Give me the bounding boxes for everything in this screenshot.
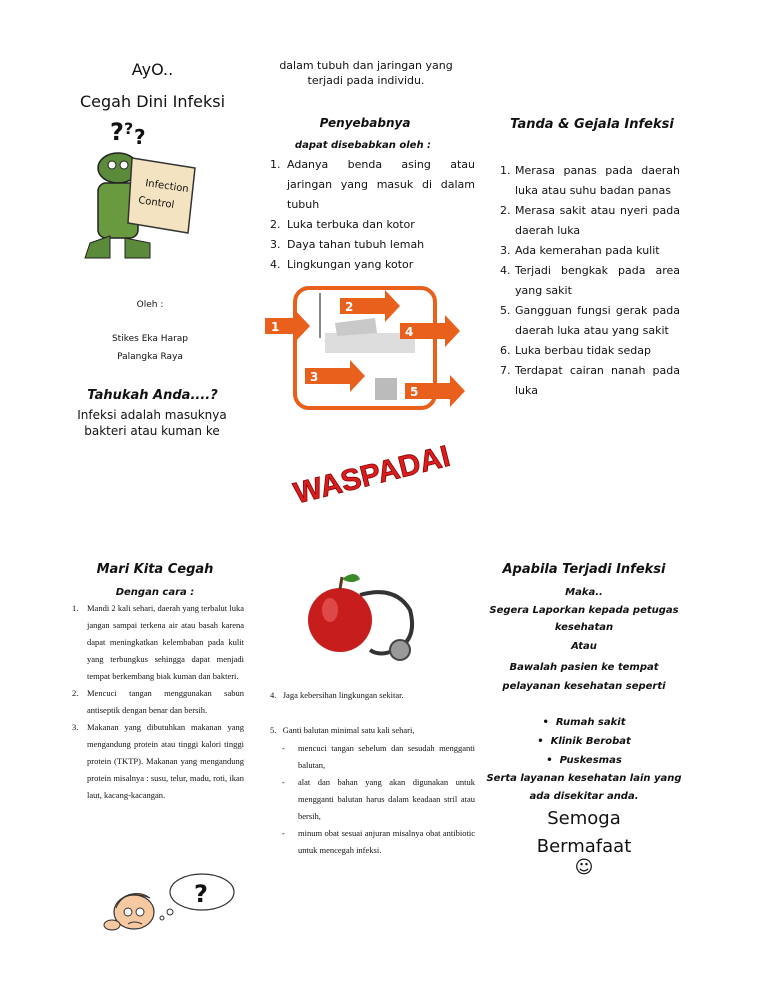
did-you-know-heading: Tahukah Anda....? — [87, 388, 218, 403]
apple-stethoscope-illustration — [300, 565, 430, 665]
list-item: 2. Mencuci tangan menggunakan sabun antiseptik dengan benar dan bersih. — [72, 688, 244, 715]
then-text: Maka.. — [565, 587, 603, 598]
list-item: 2. Luka terbuka dan kotor — [270, 218, 415, 231]
prevention-heading: Mari Kita Cegah — [96, 562, 214, 577]
list-item: 1. Adanya benda asing atau jaringan yang masuk di dalam tubuh — [270, 158, 475, 211]
svg-text:?: ? — [134, 125, 146, 149]
greeting-text: AyO.. — [131, 60, 174, 79]
svg-text:?: ? — [194, 880, 208, 908]
prevention-item-4: 4. Jaga kebersihan lingkungan sekitar. — [270, 690, 404, 700]
list-item: 2. Merasa sakit atau nyeri pada daerah luka — [500, 204, 680, 237]
author-city: Palangka Raya — [117, 352, 183, 362]
svg-text:1: 1 — [271, 320, 280, 334]
svg-text:2: 2 — [345, 300, 354, 314]
causes-subheading: dapat disebabkan oleh : — [294, 140, 432, 151]
hand-hygiene-moments-diagram — [265, 278, 467, 423]
list-item: 3. Makanan yang dibutuhkan makanan yang mengandung protein atau tinggi kalori tinggi protein (TKTP). Makanan yang mengandung protein misalnya : susu, telur, madu, roti, ikan laut, kacang-kacangan. — [72, 722, 244, 800]
list-item: - alat dan bahan yang akan digunakan untuk mengganti balutan harus dalam keadaan stril atau bersih, — [282, 777, 475, 821]
closing-text — [480, 805, 688, 861]
svg-text:5: 5 — [410, 385, 419, 399]
list-item: 1. Merasa panas pada daerah luka atau suhu badan panas — [500, 164, 680, 197]
list-item: - minum obat sesuai anjuran misalnya obat antibiotic untuk mencegah infeksi. — [282, 828, 475, 855]
bandage-steps-list — [282, 740, 475, 859]
list-item: • Puskesmas — [546, 755, 622, 766]
closing-line-2: Bermafaat — [536, 836, 632, 857]
causes-heading: Penyebabnya — [319, 116, 411, 130]
or-text: Atau — [571, 641, 597, 652]
list-item: 1. Mandi 2 kali sehari, daerah yang terbalut luka jangan sampai terkena air atau basah karena dapat meningkatkan kelembaban pada kulit yang terbungkus sehingga dapat menjadi tempat berkembang biak kuman dan bakteri. — [72, 603, 244, 681]
svg-text:3: 3 — [310, 370, 319, 384]
list-item: 3. Daya tahan tubuh lemah — [270, 238, 425, 251]
prevention-item-5: 5. Ganti balutan minimal satu kali sehari, — [270, 725, 415, 735]
list-item: • Klinik Berobat — [537, 736, 631, 747]
img-label-infection: Infection — [144, 178, 190, 196]
causes-list — [270, 155, 475, 275]
closing-line-1: Semoga — [547, 808, 621, 829]
list-item: 7. Terdapat cairan nanah pada luka — [500, 364, 680, 397]
waspadai-text: WASPADAI — [290, 439, 454, 511]
smiley-icon: ☺ — [574, 857, 594, 878]
report-text: Segera Laporkan kepada petugas kesehatan — [489, 605, 679, 633]
bring-patient-text: Bawalah pasien ke tempat pelayanan kesehatan seperti — [502, 662, 666, 692]
list-item: • Rumah sakit — [542, 717, 626, 728]
thinking-person-illustration — [102, 870, 242, 940]
svg-text:?: ? — [110, 118, 124, 146]
infection-control-illustration — [80, 118, 200, 263]
prevention-list — [72, 600, 244, 804]
list-item: - mencuci tangan sebelum dan sesudah mengganti balutan, — [282, 743, 475, 770]
list-item: 6. Luka berbau tidak sedap — [500, 344, 651, 357]
brochure-title: Cegah Dini Infeksi — [79, 92, 226, 111]
symptoms-heading: Tanda & Gejala Infeksi — [510, 117, 674, 132]
svg-text:?: ? — [124, 119, 134, 138]
health-facility-list — [480, 713, 688, 770]
prevention-subheading: Dengan cara : — [115, 587, 195, 598]
symptoms-list — [500, 161, 680, 401]
if-infected-heading: Apabila Terjadi Infeksi — [502, 562, 666, 577]
infection-definition: Infeksi adalah masuknya bakteri atau kuman ke — [77, 408, 227, 438]
other-services-text: Serta layanan kesehatan lain yang ada disekitar anda. — [486, 773, 682, 802]
list-item: 4. Lingkungan yang kotor — [270, 258, 414, 271]
list-item: 3. Ada kemerahan pada kulit — [500, 244, 660, 257]
author-label: Oleh : — [136, 300, 164, 310]
svg-text:4: 4 — [405, 325, 414, 339]
list-item: 5. Gangguan fungsi gerak pada daerah luka atau yang sakit — [500, 304, 680, 337]
definition-continuation: dalam tubuh dan jaringan yang terjadi pada individu. — [279, 59, 453, 87]
list-item: 4. Terjadi bengkak pada area yang sakit — [500, 264, 680, 297]
img-label-control: Control — [137, 195, 175, 212]
author-institution: Stikes Eka Harap — [111, 334, 189, 344]
waspadai-warning — [282, 418, 454, 511]
